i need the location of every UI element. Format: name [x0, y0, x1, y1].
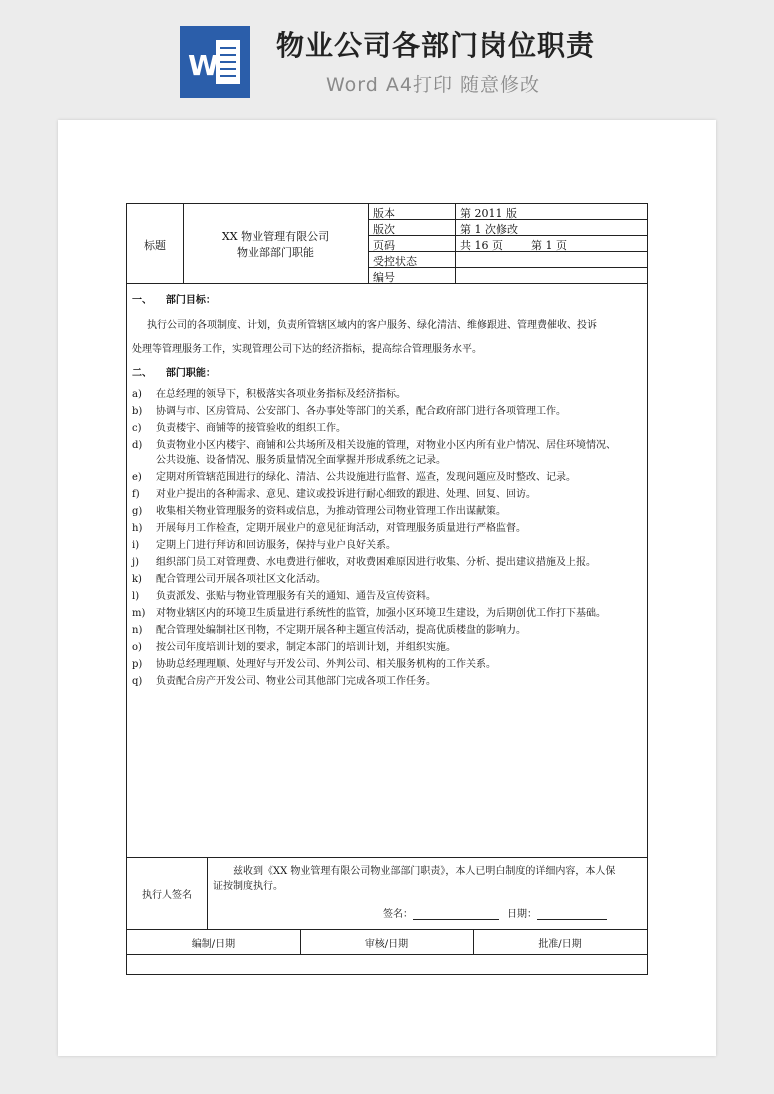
duty-text: 对物业辖区内的环境卫生质量进行系统性的监管，加强小区环境卫生建设，为后期创优工作打下基础。: [156, 608, 606, 619]
banner: [0, 0, 774, 118]
duty-item: [132, 436, 616, 451]
reviewed-by-cell: 审核/日期: [364, 939, 409, 950]
duty-text: 收集相关物业管理服务的资料或信息，为推动管理公司物业管理工作出谋献策。: [156, 506, 506, 517]
duty-label: c): [132, 423, 142, 434]
meta-key: 版次: [373, 223, 395, 236]
duty-item: [132, 672, 436, 687]
prepared-by-cell: 编制/日期: [191, 939, 236, 950]
duty-text: 配合管理处编制社区刊物，不定期开展各种主题宣传活动，提高优质楼盘的影响力。: [156, 625, 526, 636]
duty-text: 对业户提出的各种需求、意见、建议或投诉进行耐心细致的跟进、处理、回复、回访。: [156, 489, 536, 500]
duty-item: [132, 587, 436, 602]
divider: [368, 204, 369, 283]
duty-label: p): [132, 659, 143, 670]
duty-label: q): [132, 676, 143, 687]
duty-text: 负责配合房产开发公司、物业公司其他部门完成各项工作任务。: [156, 676, 436, 687]
content-area: [127, 283, 647, 858]
signature-statement: 兹收到《XX 物业管理有限公司物业部部门职责》，本人已明白制度的详细内容，本人保: [233, 866, 616, 877]
divider: [207, 857, 208, 929]
duty-label: b): [132, 406, 143, 417]
date-label: 日期：: [507, 909, 537, 920]
sign-label: 签名：: [383, 909, 413, 920]
meta-key: 编号: [373, 271, 395, 284]
section-heading: 二、 部门职能：: [132, 368, 216, 379]
duty-form: [126, 203, 648, 975]
page-subtitle: Word A4打印 随意修改: [326, 74, 541, 96]
duty-text: 定期对所管辖范围进行的绿化、清洁、公共设施进行监督、巡查，发现问题应及时整改、记录。: [156, 472, 576, 483]
section-heading: 一、 部门目标：: [132, 295, 216, 306]
duty-label: h): [132, 523, 143, 534]
approved-by-cell: 批准/日期: [538, 939, 582, 950]
word-document-icon: [180, 26, 250, 98]
duty-text: 负责物业小区内楼宇、商铺和公共场所及相关设施的管理，对物业小区内所有业户情况、居住环境情况、: [156, 440, 616, 451]
duty-item: [132, 621, 526, 636]
meta-value: 第 1 次修改: [460, 223, 518, 236]
date-field[interactable]: [507, 905, 607, 920]
duty-item: [132, 419, 346, 434]
approval-row: [127, 929, 647, 955]
duty-label: g): [132, 506, 143, 517]
duty-text: 按公司年度培训计划的要求，制定本部门的培训计划，并组织实施。: [156, 642, 456, 653]
duty-item: [132, 655, 496, 670]
duty-text: 定期上门进行拜访和回访服务，保持与业户良好关系。: [156, 540, 396, 551]
duty-text: 负责派发、张贴与物业管理服务有关的通知、通告及宣传资料。: [156, 591, 436, 602]
signature-label: 执行人签名: [142, 890, 192, 901]
duty-label: k): [132, 574, 142, 585]
divider: [455, 204, 456, 283]
duty-text: 组织部门员工对管理费、水电费进行催收，对收费困难原因进行收集、分析、提出建议措施及上报。: [156, 557, 596, 568]
duty-item: [132, 519, 526, 534]
signature-row: [127, 857, 647, 930]
duty-item: [132, 553, 596, 568]
company-name: XX 物业管理有限公司: [221, 230, 330, 243]
signature-statement: 证按制度执行。: [213, 881, 283, 892]
sign-line: [413, 908, 499, 920]
doc-name: 物业部部门职能: [237, 246, 314, 259]
duty-label: a): [132, 389, 142, 400]
header-table: [127, 204, 647, 284]
duty-text: 配合管理公司开展各项社区文化活动。: [156, 574, 326, 585]
goal-text: 处理等管理服务工作，实现管理公司下达的经济指标，提高综合管理服务水平。: [132, 344, 482, 355]
duty-item: [132, 485, 536, 500]
duty-text: 协助总经理理顺、处理好与开发公司、外判公司、相关服务机构的工作关系。: [156, 659, 496, 670]
page-title: 物业公司各部门岗位职责: [276, 29, 596, 62]
document-page: [58, 120, 716, 1056]
duty-item: [132, 502, 506, 517]
word-icon-letter: W: [188, 49, 219, 82]
duty-item: [132, 536, 396, 551]
duty-text: 开展每月工作检查，定期开展业户的意见征询活动，对管理服务质量进行严格监督。: [156, 523, 526, 534]
duty-item: [132, 468, 576, 483]
duty-label: l): [132, 591, 140, 602]
duty-label: m): [132, 608, 146, 619]
meta-key: 版本: [373, 207, 395, 220]
duty-item: [132, 604, 606, 619]
duty-label: e): [132, 472, 142, 483]
duty-label: i): [132, 540, 140, 551]
duty-label: j): [132, 557, 140, 568]
duty-label: n): [132, 625, 143, 636]
date-line: [537, 908, 607, 920]
duty-item: [132, 385, 406, 400]
meta-key: 受控状态: [373, 255, 417, 268]
duty-item: [132, 570, 326, 585]
duty-text: 公共设施、设备情况、服务质量情况全面掌握并形成系统之记录。: [156, 455, 446, 466]
meta-value: 第 2011 版: [460, 207, 517, 220]
duty-label: o): [132, 642, 142, 653]
duty-item: [132, 402, 566, 417]
duty-label: d): [132, 440, 143, 451]
duty-text: 在总经理的领导下，积极落实各项业务指标及经济指标。: [156, 389, 406, 400]
goal-text: 执行公司的各项制度、计划，负责所管辖区域内的客户服务、绿化清洁、维修跟进、管理费催收、投诉: [147, 320, 597, 331]
meta-key: 页码: [373, 239, 395, 252]
duty-text: 协调与市、区房管局、公安部门、各办事处等部门的关系，配合政府部门进行各项管理工作。: [156, 406, 566, 417]
meta-value: 共 16 页 第 1 页: [460, 239, 567, 252]
duty-label: f): [132, 489, 140, 500]
header-label: 标题: [144, 239, 166, 252]
sign-field[interactable]: [383, 905, 499, 920]
duty-text: 负责楼宇、商铺等的接管验收的组织工作。: [156, 423, 346, 434]
duty-item: [132, 451, 446, 466]
duty-item: [132, 638, 456, 653]
